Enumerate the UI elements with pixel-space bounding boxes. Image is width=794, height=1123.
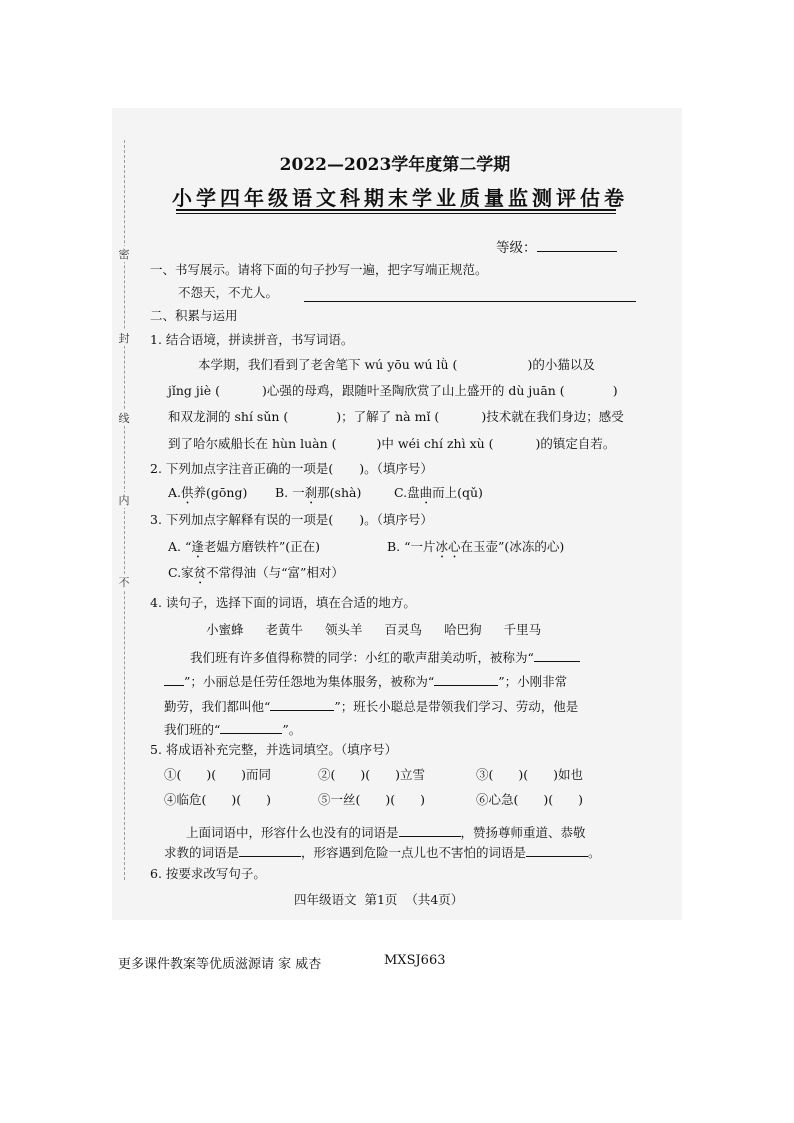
grade-label: 等级： [496, 240, 537, 256]
title-underline [176, 213, 616, 214]
question-2-option-b: B. 一刹那(shà) [275, 485, 362, 500]
idiom-item[interactable]: ④临危( )( ) [164, 792, 272, 807]
question-5-line-2: 求教的词语是 ，形容遇到危险一点儿也不害怕的词语是 。 [164, 845, 601, 860]
question-5-line-1: 上面词语中，形容什么也没有的词语是 ，赞扬尊师重道、恭敬 [186, 825, 586, 840]
word-bank-item: 老黄牛 [265, 622, 304, 637]
binding-char: 不 [118, 576, 130, 589]
question-3-option-a: A. “逢老媪方磨铁杵”(正在) [168, 539, 321, 554]
question-6-prompt: 6. 按要求改写句子。 [150, 866, 266, 881]
fill-blank[interactable] [526, 843, 588, 857]
fill-blank[interactable] [164, 672, 184, 686]
question-3-prompt: 3. 下列加点字解释有误的一项是( )。（填序号） [150, 512, 433, 527]
question-1-prompt: 1. 结合语境，拼读拼音，书写词语。 [150, 332, 354, 347]
idiom-item[interactable]: ②( )( )立雪 [318, 767, 426, 782]
question-4-line-2: ”；小丽总是任劳任怨地为集体服务，被称为“ ”；小刚非常 [164, 672, 567, 690]
exam-title: 小学四年级语文科期末学业质量监测评估卷 [172, 186, 628, 210]
copy-answer-line[interactable] [304, 301, 636, 302]
question-3-option-c: C.家贫不常得油（与“富”相对） [168, 565, 344, 580]
binding-char: 密 [118, 248, 130, 261]
section2-heading: 二、积累与运用 [150, 308, 238, 323]
question-1-line-2: jǐng jiè ( )心强的母鸡，跟随叶圣陶欣赏了山上盛开的 dù juān ( ) [168, 383, 618, 398]
idiom-item[interactable]: ①( )( )而同 [164, 767, 272, 782]
word-bank-item: 哈巴狗 [444, 622, 482, 637]
bottom-note: 更多课件教案等优质滋源请 家 威杏 [118, 957, 322, 972]
question-2-prompt: 2. 下列加点字注音正确的一项是( )。（填序号） [150, 461, 433, 476]
question-4-line-4: 我们班的“ ”。 [164, 722, 302, 737]
page-number: 四年级语文 第1页 （共4页） [294, 892, 464, 907]
bottom-code: MXSJ663 [384, 953, 446, 968]
fill-blank[interactable] [239, 843, 301, 857]
binding-char: 内 [118, 494, 130, 507]
exam-term-title: 2022—2023学年度第二学期 [279, 155, 511, 175]
word-bank-item: 小蜜蜂 [206, 622, 244, 637]
title-underline [176, 209, 616, 211]
idiom-item[interactable]: ⑥心急( )( ) [476, 792, 584, 807]
grade-blank[interactable] [537, 238, 617, 252]
question-2-option-a: A.供养(gōng) [168, 485, 248, 500]
question-5-prompt: 5. 将成语补充完整，并选词填空。（填序号） [150, 742, 398, 757]
grade-field [496, 238, 617, 256]
fill-blank[interactable] [270, 697, 334, 711]
word-bank-item: 领头羊 [325, 622, 363, 637]
fill-blank[interactable] [534, 648, 580, 662]
word-bank-item: 千里马 [503, 622, 542, 637]
question-4-line-1: 我们班有许多值得称赞的同学：小红的歌声甜美动听，被称为“ [190, 648, 580, 666]
question-3-option-b: B. “一片冰心在玉壶”(冰冻的心) [387, 539, 565, 554]
section1-heading: 一、书写展示。请将下面的句子抄写一遍，把字写端正规范。 [150, 262, 488, 277]
fill-blank[interactable] [399, 823, 461, 837]
fill-blank[interactable] [220, 720, 282, 734]
binding-char: 线 [118, 412, 130, 425]
question-4-line-3: 勤劳，我们都叫他“ ”；班长小聪总是带领我们学习、劳动，他是 [164, 699, 579, 714]
binding-char: 封 [118, 332, 130, 345]
question-2-option-c: C.盘曲而上(qǔ) [394, 485, 483, 500]
idiom-item[interactable]: ③( )( )如也 [476, 767, 584, 782]
question-1-line-3: 和双龙洞的 shí sǔn ( )；了解了 nà mǐ ( )技术就在我们身边；感受 [168, 409, 624, 424]
word-bank [206, 622, 541, 638]
fill-blank[interactable] [434, 672, 498, 686]
idiom-item[interactable]: ⑤一丝( )( ) [318, 792, 426, 807]
question-1-line-1: 本学期，我们看到了老舍笔下 wú yōu wú lǜ ( )的小猫以及 [198, 357, 595, 372]
word-bank-item: 百灵鸟 [384, 622, 423, 637]
copy-sentence: 不怨天，不尤人。 [178, 285, 279, 300]
question-1-line-4: 到了哈尔威船长在 hùn luàn ( )中 wéi chí zhì xù ( )的镇定自若。 [168, 436, 616, 451]
question-4-prompt: 4. 读句子，选择下面的词语，填在合适的地方。 [150, 595, 416, 610]
